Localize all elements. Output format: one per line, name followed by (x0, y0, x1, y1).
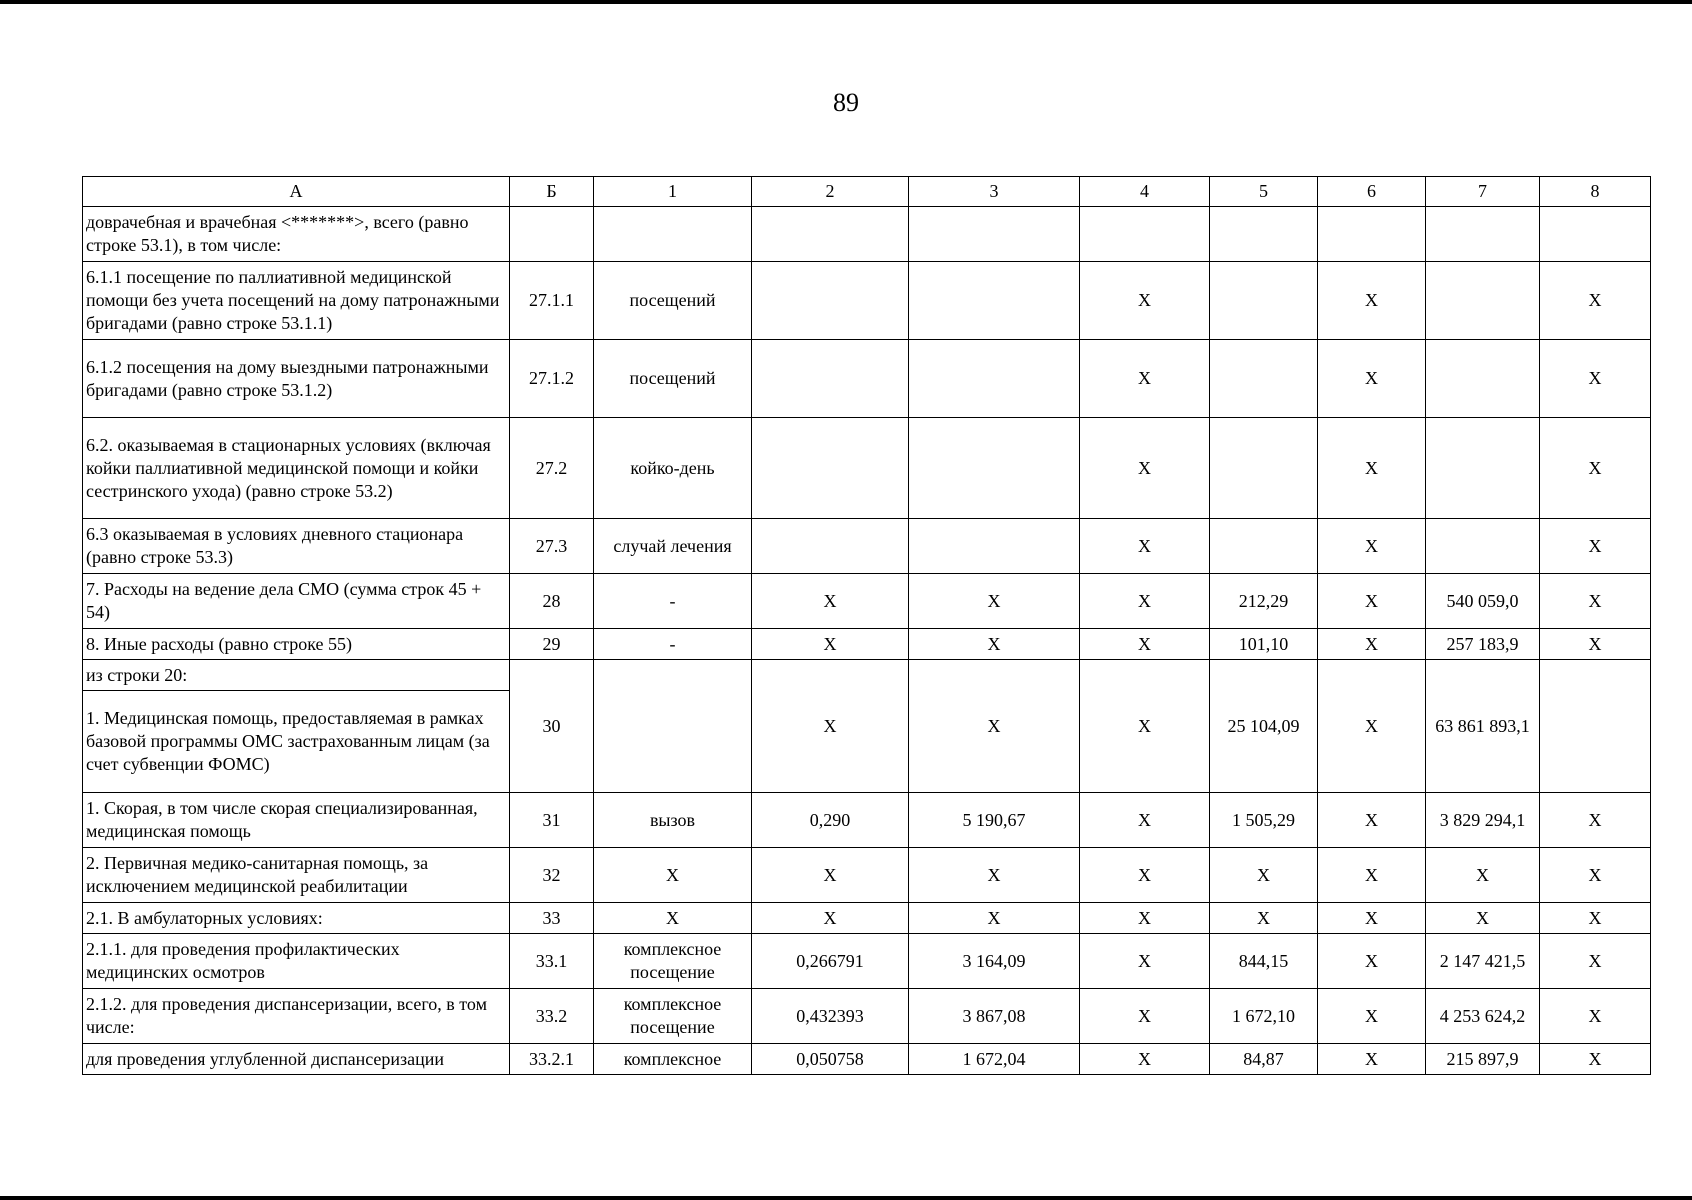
cell-col-6: Х (1318, 629, 1426, 660)
row-label: 2.1. В амбулаторных условиях: (83, 903, 510, 934)
cell-col-4: Х (1080, 519, 1210, 574)
row-code: 28 (510, 574, 594, 629)
cell-col-5: 84,87 (1210, 1044, 1318, 1075)
cell-col-6: Х (1318, 934, 1426, 989)
cell-col-8: Х (1540, 848, 1651, 903)
cell-col-3 (909, 262, 1080, 340)
cell-col-5: 25 104,09 (1210, 660, 1318, 793)
row-label: 8. Иные расходы (равно строке 55) (83, 629, 510, 660)
cell-col-7: Х (1426, 848, 1540, 903)
cell-col-2: Х (752, 903, 909, 934)
row-label: 6.1.2 посещения на дому выездными патронажными бригадами (равно строке 53.1.2) (83, 340, 510, 418)
cell-col-6: Х (1318, 660, 1426, 793)
cell-col-3: 5 190,67 (909, 793, 1080, 848)
cell-col-5 (1210, 262, 1318, 340)
cell-col-3: Х (909, 903, 1080, 934)
table-row (83, 660, 1651, 691)
row-label: 1. Медицинская помощь, предоставляемая в рамках базовой программы ОМС застрахованным лицам (за счет субвенции ФОМС) (83, 691, 510, 793)
cell-col-4: Х (1080, 793, 1210, 848)
header-cell-1: 1 (594, 177, 752, 207)
cell-col-7: 540 059,0 (1426, 574, 1540, 629)
cell-col-4 (1080, 207, 1210, 262)
cell-col-1: - (594, 629, 752, 660)
cell-col-4: Х (1080, 989, 1210, 1044)
header-cell-7: 7 (1426, 177, 1540, 207)
row-label: 2.1.1. для проведения профилактических медицинских осмотров (83, 934, 510, 989)
cell-col-3: Х (909, 848, 1080, 903)
cell-col-4: Х (1080, 1044, 1210, 1075)
cell-col-4: Х (1080, 848, 1210, 903)
cell-col-6: Х (1318, 848, 1426, 903)
cell-col-3: Х (909, 574, 1080, 629)
cell-col-1: посещений (594, 262, 752, 340)
cell-col-6: Х (1318, 1044, 1426, 1075)
row-label: 7. Расходы на ведение дела СМО (сумма строк 45 + 54) (83, 574, 510, 629)
cell-col-2: 0,290 (752, 793, 909, 848)
cell-col-4: Х (1080, 418, 1210, 519)
cell-col-4: Х (1080, 340, 1210, 418)
row-label: 6.3 оказываемая в условиях дневного стационара (равно строке 53.3) (83, 519, 510, 574)
cell-col-8: Х (1540, 519, 1651, 574)
cell-col-3 (909, 418, 1080, 519)
cell-col-8 (1540, 660, 1651, 793)
cell-col-8: Х (1540, 793, 1651, 848)
row-label-subheading: из строки 20: (83, 660, 510, 691)
table-row (83, 848, 1651, 903)
header-cell-5: 5 (1210, 177, 1318, 207)
table-row (83, 934, 1651, 989)
header-row (83, 177, 1651, 207)
table-row (83, 903, 1651, 934)
cell-col-7 (1426, 262, 1540, 340)
row-code: 33 (510, 903, 594, 934)
cell-col-1: посещений (594, 340, 752, 418)
cell-col-4: Х (1080, 934, 1210, 989)
cell-col-2 (752, 262, 909, 340)
cell-col-1: комплексное посещение (594, 989, 752, 1044)
cell-col-7 (1426, 418, 1540, 519)
cell-col-8: Х (1540, 262, 1651, 340)
cell-col-3 (909, 340, 1080, 418)
cell-col-6: Х (1318, 519, 1426, 574)
cell-col-5: 1 505,29 (1210, 793, 1318, 848)
header-cell-a: А (83, 177, 510, 207)
cell-col-5 (1210, 207, 1318, 262)
cell-col-3: 3 867,08 (909, 989, 1080, 1044)
header-cell-b: Б (510, 177, 594, 207)
row-code: 27.1.2 (510, 340, 594, 418)
cell-col-5 (1210, 519, 1318, 574)
table-row (83, 989, 1651, 1044)
cell-col-1: - (594, 574, 752, 629)
cell-col-2: Х (752, 848, 909, 903)
cell-col-3: 3 164,09 (909, 934, 1080, 989)
cell-col-1: Х (594, 848, 752, 903)
table-row (83, 418, 1651, 519)
cell-col-4: Х (1080, 629, 1210, 660)
row-code: 27.2 (510, 418, 594, 519)
row-code: 32 (510, 848, 594, 903)
header-cell-4: 4 (1080, 177, 1210, 207)
row-code (510, 207, 594, 262)
header-cell-8: 8 (1540, 177, 1651, 207)
row-code: 27.3 (510, 519, 594, 574)
cell-col-5: 101,10 (1210, 629, 1318, 660)
cell-col-2: 0,266791 (752, 934, 909, 989)
row-label: 6.2. оказываемая в стационарных условиях (включая койки паллиативной медицинской помощи и койки сестринского ухода) (равно строке 53.2) (83, 418, 510, 519)
header-cell-6: 6 (1318, 177, 1426, 207)
cell-col-7: 3 829 294,1 (1426, 793, 1540, 848)
cell-col-4: Х (1080, 574, 1210, 629)
cell-col-7: 4 253 624,2 (1426, 989, 1540, 1044)
cell-col-5: 1 672,10 (1210, 989, 1318, 1044)
cell-col-7: 63 861 893,1 (1426, 660, 1540, 793)
cell-col-4: Х (1080, 660, 1210, 793)
cell-col-3 (909, 519, 1080, 574)
cell-col-2 (752, 418, 909, 519)
cell-col-1 (594, 207, 752, 262)
cell-col-1: комплексное (594, 1044, 752, 1075)
cell-col-3 (909, 207, 1080, 262)
header-cell-3: 3 (909, 177, 1080, 207)
header-cell-2: 2 (752, 177, 909, 207)
cell-col-7: 257 183,9 (1426, 629, 1540, 660)
row-label: доврачебная и врачебная <*******>, всего (равно строке 53.1), в том числе: (83, 207, 510, 262)
cell-col-3: 1 672,04 (909, 1044, 1080, 1075)
cell-col-7: 2 147 421,5 (1426, 934, 1540, 989)
cell-col-8: Х (1540, 340, 1651, 418)
cell-col-8: Х (1540, 989, 1651, 1044)
cell-col-7 (1426, 207, 1540, 262)
scan-edge-bottom (0, 1196, 1692, 1200)
table-row (83, 340, 1651, 418)
scan-edge-top (0, 0, 1692, 4)
cell-col-2 (752, 340, 909, 418)
cell-col-8: Х (1540, 1044, 1651, 1075)
cell-col-2: Х (752, 629, 909, 660)
cell-col-8: Х (1540, 418, 1651, 519)
row-code: 27.1.1 (510, 262, 594, 340)
cell-col-1: койко-день (594, 418, 752, 519)
cell-col-2: 0,050758 (752, 1044, 909, 1075)
cell-col-1: вызов (594, 793, 752, 848)
table-row (83, 793, 1651, 848)
cell-col-6: Х (1318, 574, 1426, 629)
row-code: 31 (510, 793, 594, 848)
cell-col-1 (594, 660, 752, 793)
row-label: 2.1.2. для проведения диспансеризации, всего, в том числе: (83, 989, 510, 1044)
cell-col-2 (752, 519, 909, 574)
cell-col-8: Х (1540, 903, 1651, 934)
cell-col-8: Х (1540, 629, 1651, 660)
row-label: 6.1.1 посещение по паллиативной медицинской помощи без учета посещений на дому патронажными бригадами (равно строке 53.1.1) (83, 262, 510, 340)
cell-col-7: 215 897,9 (1426, 1044, 1540, 1075)
cell-col-6: Х (1318, 989, 1426, 1044)
cell-col-4: Х (1080, 903, 1210, 934)
cell-col-6: Х (1318, 262, 1426, 340)
row-code: 33.1 (510, 934, 594, 989)
row-label: 1. Скорая, в том числе скорая специализированная, медицинская помощь (83, 793, 510, 848)
table-row (83, 629, 1651, 660)
cell-col-5: 844,15 (1210, 934, 1318, 989)
table-row (83, 262, 1651, 340)
cell-col-5 (1210, 418, 1318, 519)
cell-col-8 (1540, 207, 1651, 262)
cell-col-1: Х (594, 903, 752, 934)
cell-col-3: Х (909, 629, 1080, 660)
cell-col-2: 0,432393 (752, 989, 909, 1044)
cell-col-6: Х (1318, 903, 1426, 934)
cell-col-6: Х (1318, 793, 1426, 848)
cell-col-2: Х (752, 574, 909, 629)
row-code: 33.2.1 (510, 1044, 594, 1075)
table-row (83, 1044, 1651, 1075)
cell-col-3: Х (909, 660, 1080, 793)
cell-col-8: Х (1540, 574, 1651, 629)
cell-col-6 (1318, 207, 1426, 262)
cell-col-1: комплексное посещение (594, 934, 752, 989)
table-row (83, 207, 1651, 262)
row-label: 2. Первичная медико-санитарная помощь, за исключением медицинской реабилитации (83, 848, 510, 903)
page-number: 89 (833, 88, 859, 117)
data-table (82, 176, 1651, 1075)
cell-col-6: Х (1318, 418, 1426, 519)
row-code: 29 (510, 629, 594, 660)
cell-col-5: Х (1210, 903, 1318, 934)
cell-col-7 (1426, 519, 1540, 574)
cell-col-7 (1426, 340, 1540, 418)
cell-col-1: случай лечения (594, 519, 752, 574)
table-row (83, 574, 1651, 629)
row-code: 33.2 (510, 989, 594, 1044)
cell-col-8: Х (1540, 934, 1651, 989)
table-row (83, 519, 1651, 574)
cell-col-5 (1210, 340, 1318, 418)
cell-col-5: 212,29 (1210, 574, 1318, 629)
cell-col-2: Х (752, 660, 909, 793)
cell-col-7: Х (1426, 903, 1540, 934)
cell-col-4: Х (1080, 262, 1210, 340)
row-code: 30 (510, 660, 594, 793)
cell-col-5: Х (1210, 848, 1318, 903)
cell-col-2 (752, 207, 909, 262)
row-label: для проведения углубленной диспансеризации (83, 1044, 510, 1075)
cell-col-6: Х (1318, 340, 1426, 418)
